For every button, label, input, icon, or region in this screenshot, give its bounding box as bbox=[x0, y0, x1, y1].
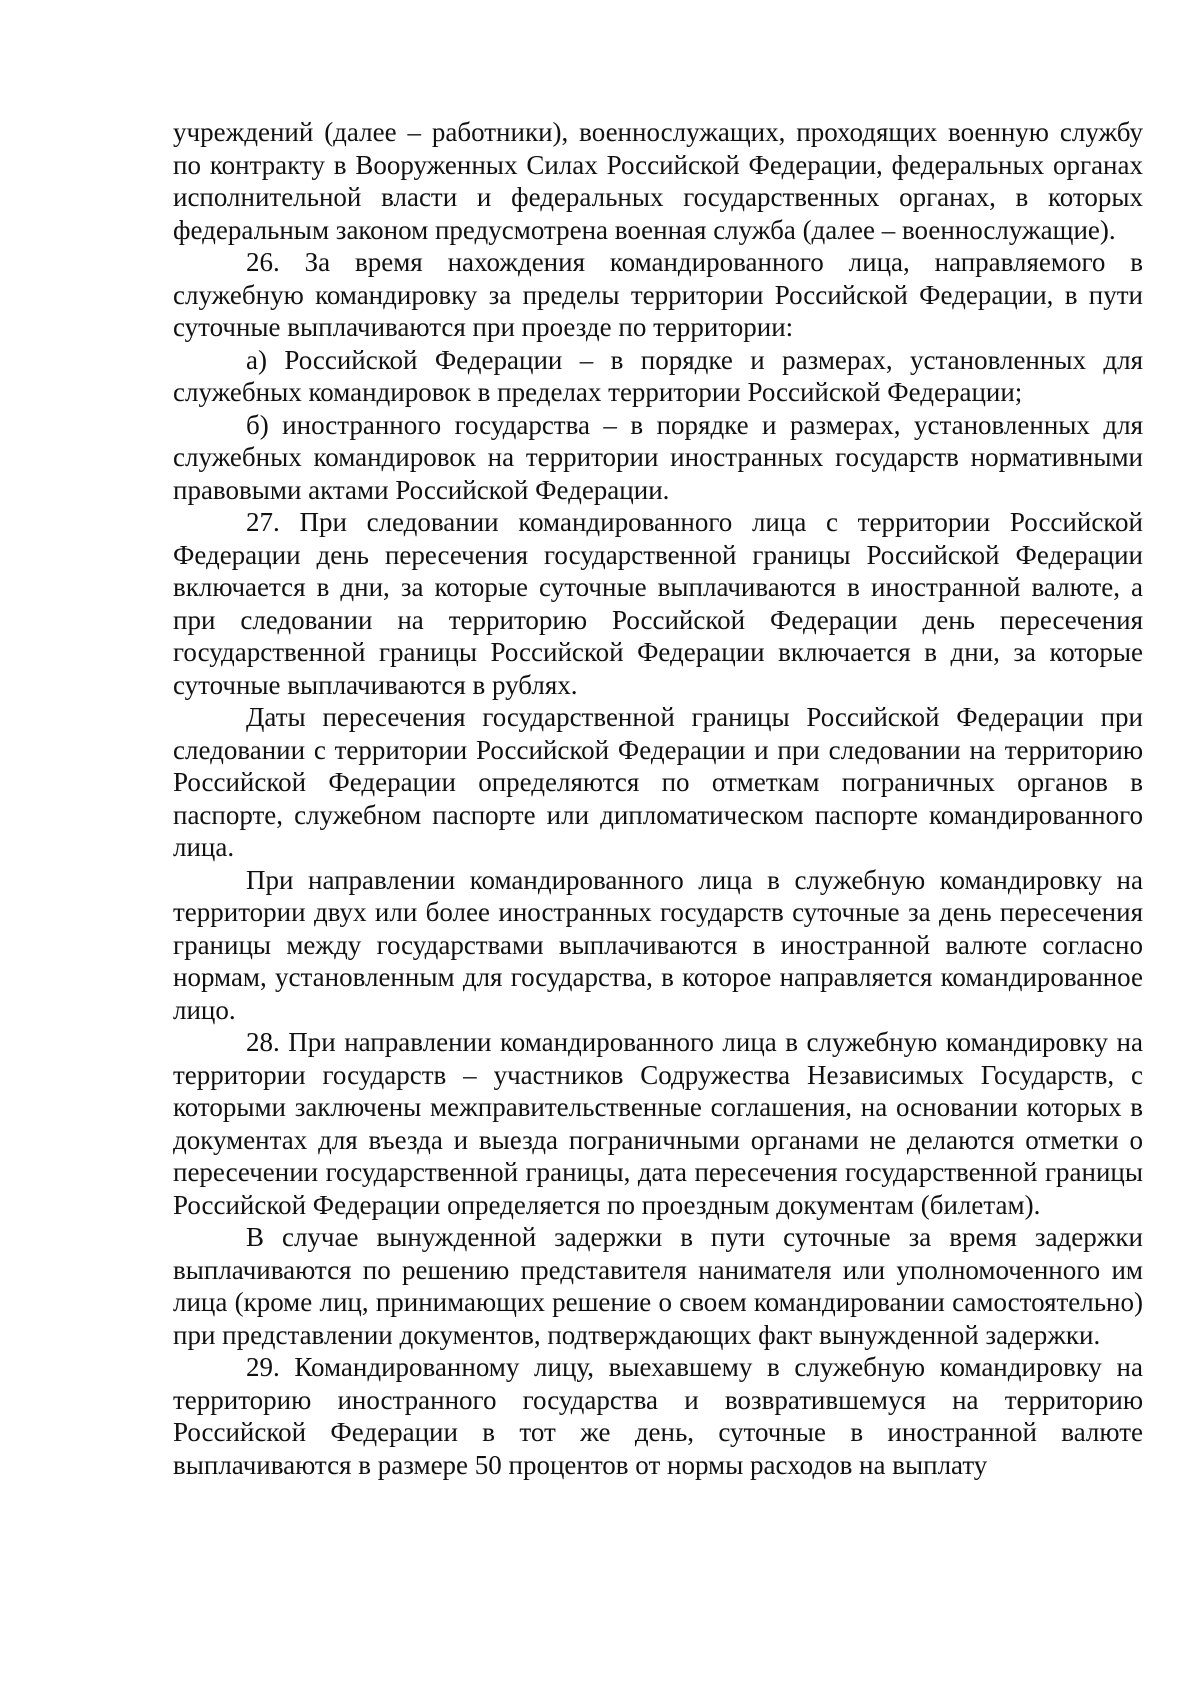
paragraph-29: 29. Командированному лицу, выехавшему в служебную командировку на территорию иностранного государства и возвратившемуся на территорию Российской Федерации в тот же день, суточные в иностранной валюте выплачиваются в размере 50 процентов от нормы расходов на выплату bbox=[173, 1352, 1143, 1480]
paragraph-27-multiple-states: При направлении командированного лица в служебную командировку на территории двух или более иностранных государств суточные за день пересечения границы между государствами выплачиваются в иностранной валюте согласно нормам, установленным для государства, в которое направляется командированное лицо. bbox=[173, 864, 1143, 1025]
paragraph-28: 28. При направлении командированного лица в служебную командировку на территории государств – участников Содружества Независимых Государств, с которыми заключены межправительственные соглашения, на основании которых в документах для въезда и выезда пограничными органами не делаются отметки о пересечении государственной границы, дата пересечения государственной границы Российской Федерации определяется по проездным документам (билетам). bbox=[173, 1027, 1143, 1220]
paragraph-26-b: б) иностранного государства – в порядке и размерах, установленных для служебных командировок на территории иностранных государств нормативными правовыми актами Российской Федерации. bbox=[173, 409, 1143, 505]
paragraph-26: 26. За время нахождения командированного лица, направляемого в служебную командировку за пределы территории Российской Федерации, в пути суточные выплачиваются при проезде по территории: bbox=[173, 247, 1143, 342]
paragraph-28-delay: В случае вынужденной задержки в пути суточные за время задержки выплачиваются по решению представителя нанимателя или уполномоченного им лица (кроме лиц, принимающих решение о своем командировании самостоятельно) при представлении документов, подтверждающих факт вынужденной задержки. bbox=[173, 1222, 1143, 1350]
document-page bbox=[173, 116, 1143, 1481]
paragraph-27-dates: Даты пересечения государственной границы Российской Федерации при следовании с территории Российской Федерации и при следовании на территорию Российской Федерации определяются по отметкам пограничных органов в паспорте, служебном паспорте или дипломатическом паспорте командированного лица. bbox=[173, 702, 1143, 862]
paragraph-27: 27. При следовании командированного лица с территории Российской Федерации день пересечения государственной границы Российской Федерации включается в дни, за которые суточные выплачиваются в иностранной валюте, а при следовании на территорию Российской Федерации день пересечения государственной границы Российской Федерации включается в дни, за которые суточные выплачиваются в рублях. bbox=[173, 507, 1143, 700]
paragraph-continuation: учреждений (далее – работники), военнослужащих, проходящих военную службу по контракту в Вооруженных Силах Российской Федерации, федеральных органах исполнительной власти и федеральных государственных органах, в которых федеральным законом предусмотрена военная служба (далее – военнослужащие). bbox=[173, 117, 1143, 245]
paragraph-26-a: а) Российской Федерации – в порядке и размерах, установленных для служебных командировок в пределах территории Российской Федерации; bbox=[173, 344, 1143, 407]
